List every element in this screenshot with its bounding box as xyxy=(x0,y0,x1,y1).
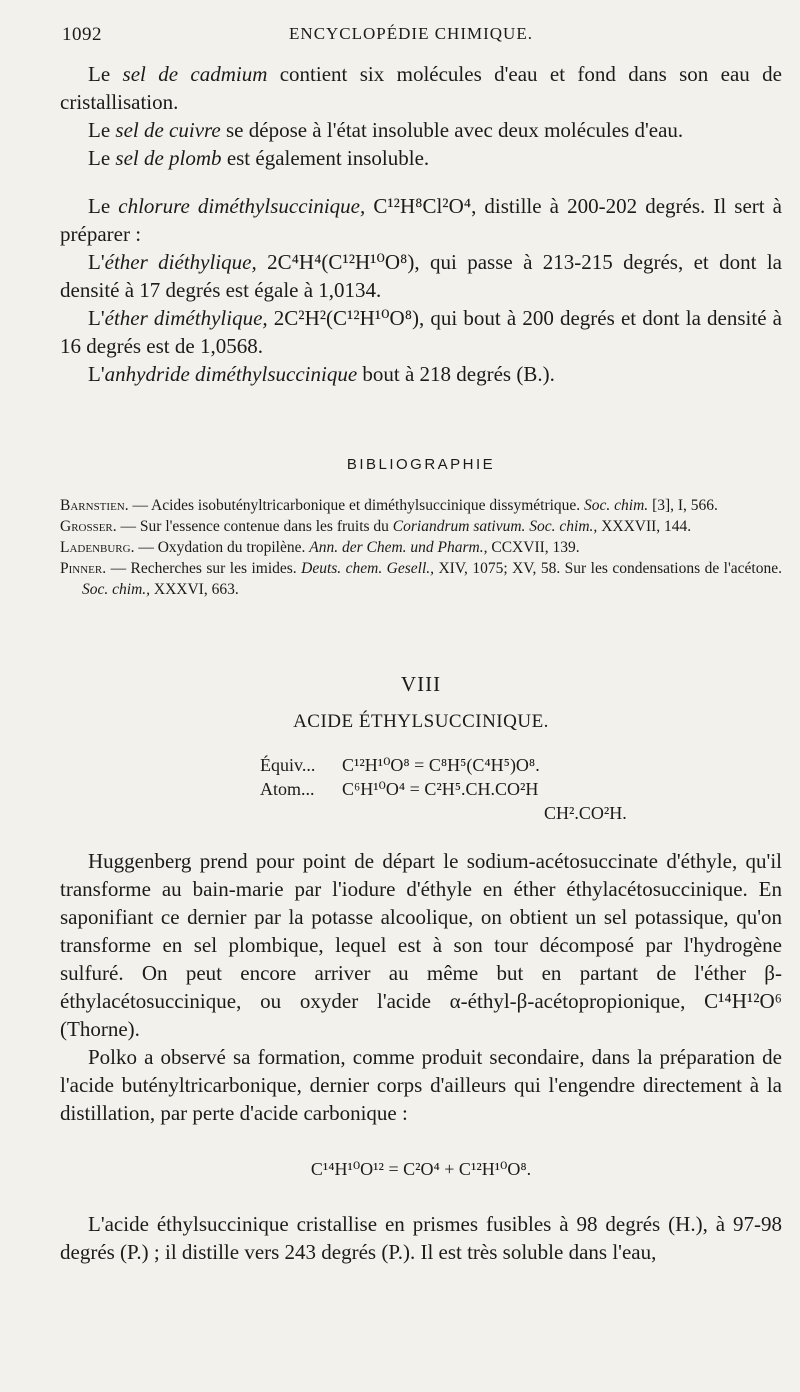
page-body xyxy=(60,60,782,1266)
paragraph-chlorure: Le chlorure diméthylsuccinique, C¹²H⁸Cl²O⁴, distille à 200-202 degrés. Il sert à préparer : xyxy=(60,194,783,246)
paragraph-sel-plomb: Le sel de plomb est également insoluble. xyxy=(88,146,430,170)
bibliography-entry: Ladenburg. — Oxydation du tropilène. Ann. der Chem. und Pharm., CCXVII, 139. xyxy=(60,539,580,556)
page-header xyxy=(62,24,760,50)
paragraph-anhydride: L'anhydride diméthylsuccinique bout à 218 degrés (B.). xyxy=(88,362,555,386)
paragraph-sel-cuivre: Le sel de cuivre se dépose à l'état insoluble avec deux molécules d'eau. xyxy=(88,118,684,142)
bibliography-entry: Barnstien. — Acides isobutényltricarbonique et diméthylsuccinique dissymétrique. Soc. chim. [3], I, 566. xyxy=(60,497,718,514)
reaction-equation: C¹⁴H¹⁰O¹² = C²O⁴ + C¹²H¹⁰O⁸. xyxy=(310,1159,532,1179)
section-number: VIII xyxy=(400,672,442,696)
paragraph-sel-cadmium: Le sel de cadmium contient six molécules d'eau et fond dans son eau de cristallisation. xyxy=(60,62,782,114)
running-title: ENCYCLOPÉDIE CHIMIQUE. xyxy=(289,24,533,43)
page-number: 1092 xyxy=(62,24,102,45)
section-title: ACIDE ÉTHYLSUCCINIQUE. xyxy=(293,711,549,732)
bibliography-entry: Pinner. — Recherches sur les imides. Deuts. chem. Gesell., XIV, 1075; XV, 58. Sur les condensations de l'acétone. Soc. chim., XXXVI, 663. xyxy=(60,560,782,598)
paragraph-ether-dimethylique: L'éther diméthylique, 2C²H²(C¹²H¹⁰O⁸), qui bout à 200 degrés et dont la densité à 16 degrés est de 1,0568. xyxy=(60,306,782,358)
paragraph-ether-diethylique: L'éther diéthylique, 2C⁴H⁴(C¹²H¹⁰O⁸), qui passe à 213-215 degrés, et dont la densité à 17 degrés est égale à 1,0134. xyxy=(60,250,783,302)
paragraph-polko: Polko a observé sa formation, comme produit secondaire, dans la préparation de l'acide butényltricarbonique, dernier corps d'ailleurs qui l'engendre directement à la distillation, par perte d'acide carbonique : xyxy=(60,1045,782,1125)
formula-equiv: Équiv... C¹²H¹⁰O⁸ = C⁸H⁵(C⁴H⁵)O⁸. xyxy=(260,755,540,775)
paragraph-huggenberg: Huggenberg prend pour point de départ le sodium-acétosuccinate d'éthyle, qu'il transforme au bain-marie par l'iodure d'éthyle en éther éthylacétosuccinique. En saponifiant ce dernier par la potasse alcoolique, on obtient un sel potassique, qu'on transforme en sel plombique, lequel est à son tour décomposé par l'hydrogène sulfuré. On peut encore arriver au même but en partant de l'éther β-éthylacétosuccinique, ou oxyder l'acide α-éthyl-β-acétopropionique, C¹⁴H¹²O⁶ (Thorne). xyxy=(60,849,782,1041)
formula-block xyxy=(260,753,782,825)
bibliography-title: BIBLIOGRAPHIE xyxy=(346,456,496,473)
bibliography-list xyxy=(60,495,782,600)
formula-atom-continuation: CH².CO²H. xyxy=(544,803,627,823)
bibliography-entry: Grosser. — Sur l'essence contenue dans les fruits du Coriandrum sativum. Soc. chim., XXXVII, 144. xyxy=(60,518,692,535)
paragraph-final: L'acide éthylsuccinique cristallise en prismes fusibles à 98 degrés (H.), à 97-98 degrés (P.) ; il distille vers 243 degrés (P.). Il est très soluble dans l'eau, xyxy=(60,1212,782,1264)
formula-atom: Atom... C⁶H¹⁰O⁴ = C²H⁵.CH.CO²H xyxy=(260,779,539,799)
